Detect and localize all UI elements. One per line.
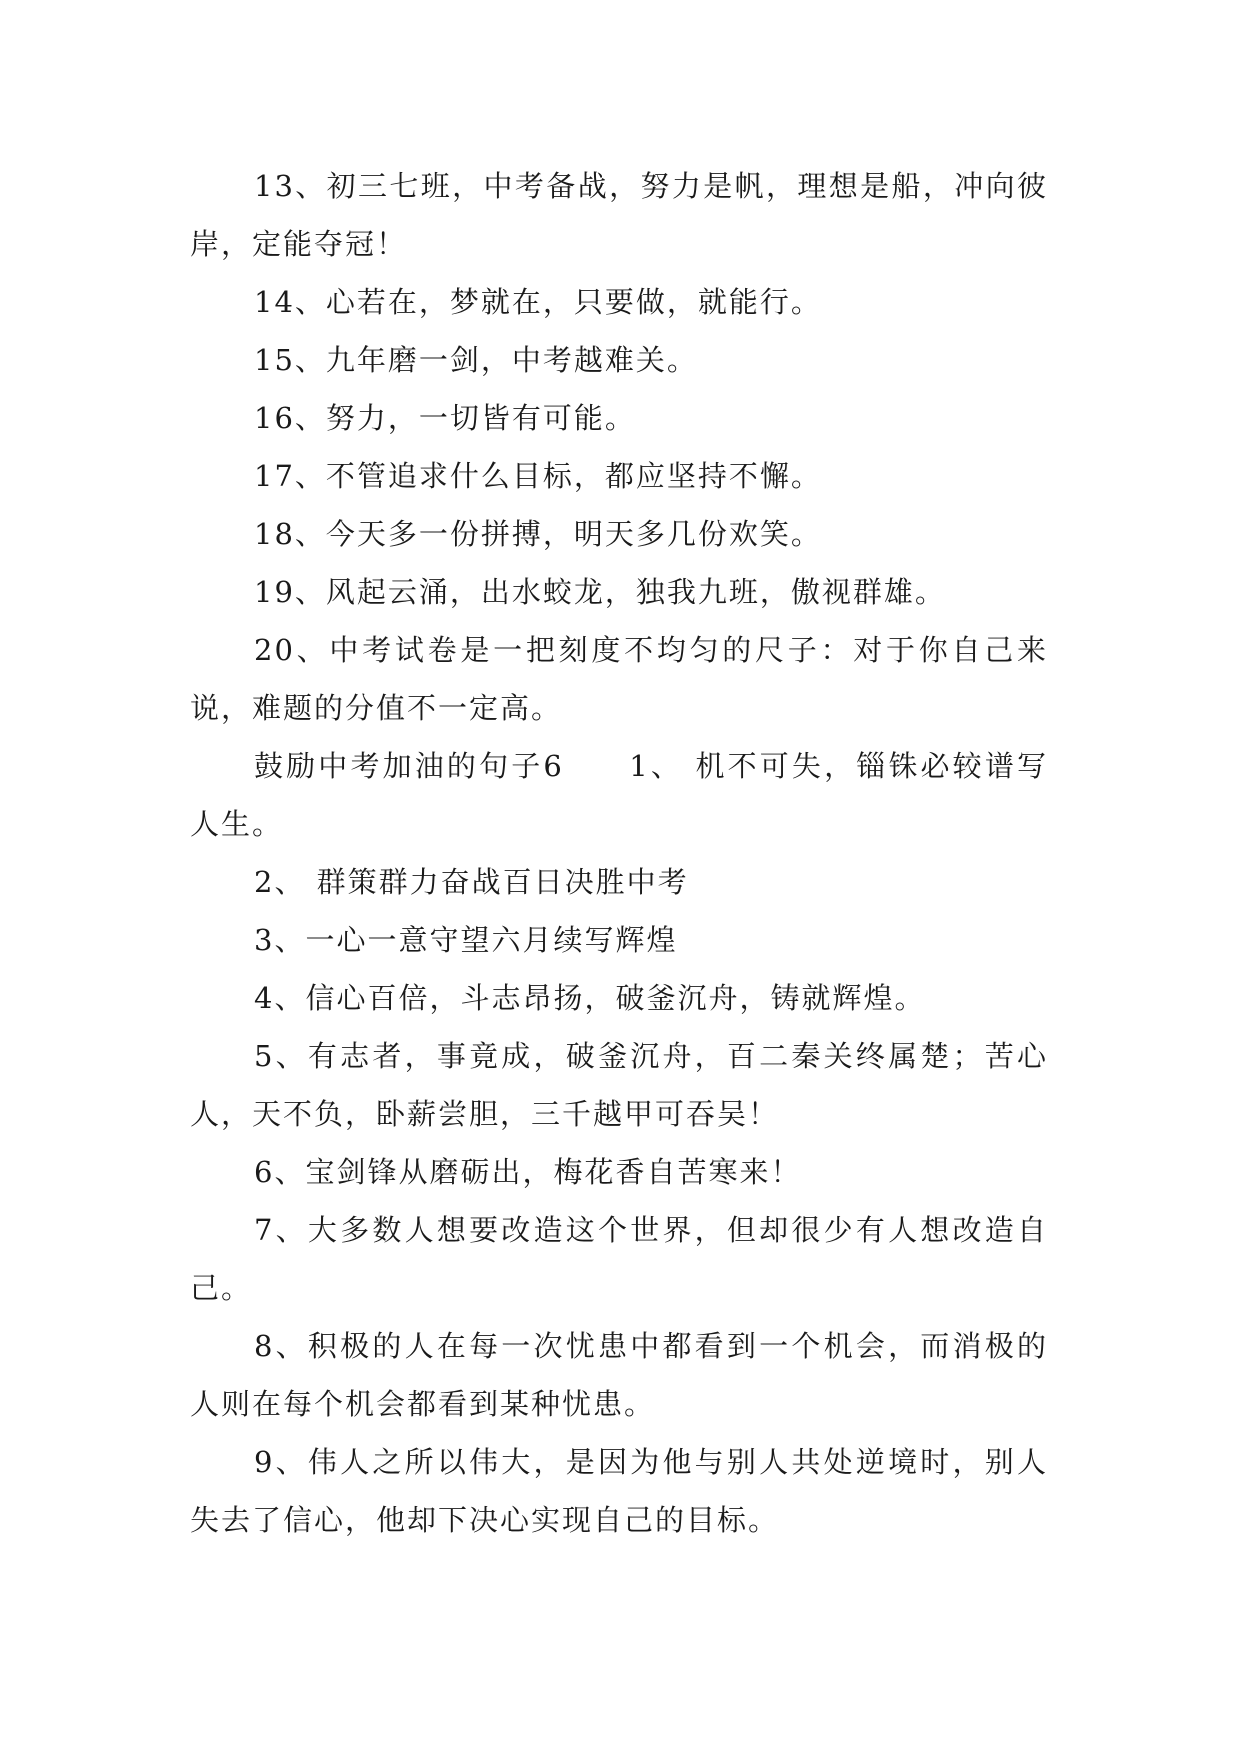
paragraph-8: 8、积极的人在每一次忧患中都看到一个机会，而消极的人则在每个机会都看到某种忧患。 (190, 1329, 1048, 1421)
paragraph-7: 7、大多数人想要改造这个世界，但却很少有人想改造自己。 (190, 1213, 1048, 1305)
section-heading-paragraph-1: 鼓励中考加油的句子6 1、 机不可失，锱铢必较谱写人生。 (190, 749, 1048, 841)
paragraph-2: 2、 群策群力奋战百日决胜中考 (254, 865, 689, 899)
paragraph-6: 6、宝剑锋从磨砺出，梅花香自苦寒来！ (254, 1155, 802, 1189)
paragraph-16: 16、努力，一切皆有可能。 (254, 401, 636, 435)
paragraph-15: 15、九年磨一剑，中考越难关。 (254, 343, 698, 377)
paragraph-19: 19、风起云涌，出水蛟龙，独我九班，傲视群雄。 (254, 575, 946, 609)
paragraph-17: 17、不管追求什么目标，都应坚持不懈。 (254, 459, 822, 493)
paragraph-13: 13、初三七班，中考备战，努力是帆，理想是船，冲向彼岸，定能夺冠！ (190, 169, 1048, 261)
paragraph-4: 4、信心百倍，斗志昂扬，破釜沉舟，铸就辉煌。 (254, 981, 926, 1015)
paragraph-9: 9、伟人之所以伟大，是因为他与别人共处逆境时，别人失去了信心，他却下决心实现自己的目标。 (190, 1445, 1048, 1537)
document-body (190, 157, 1048, 1549)
paragraph-5: 5、有志者，事竟成，破釜沉舟，百二秦关终属楚；苦心人，天不负，卧薪尝胆，三千越甲可吞吴！ (190, 1039, 1048, 1131)
paragraph-3: 3、一心一意守望六月续写辉煌 (254, 923, 678, 957)
paragraph-20: 20、中考试卷是一把刻度不均匀的尺子：对于你自己来说，难题的分值不一定高。 (190, 633, 1048, 725)
paragraph-18: 18、今天多一份拼搏，明天多几份欢笑。 (254, 517, 822, 551)
paragraph-14: 14、心若在，梦就在，只要做，就能行。 (254, 285, 822, 319)
